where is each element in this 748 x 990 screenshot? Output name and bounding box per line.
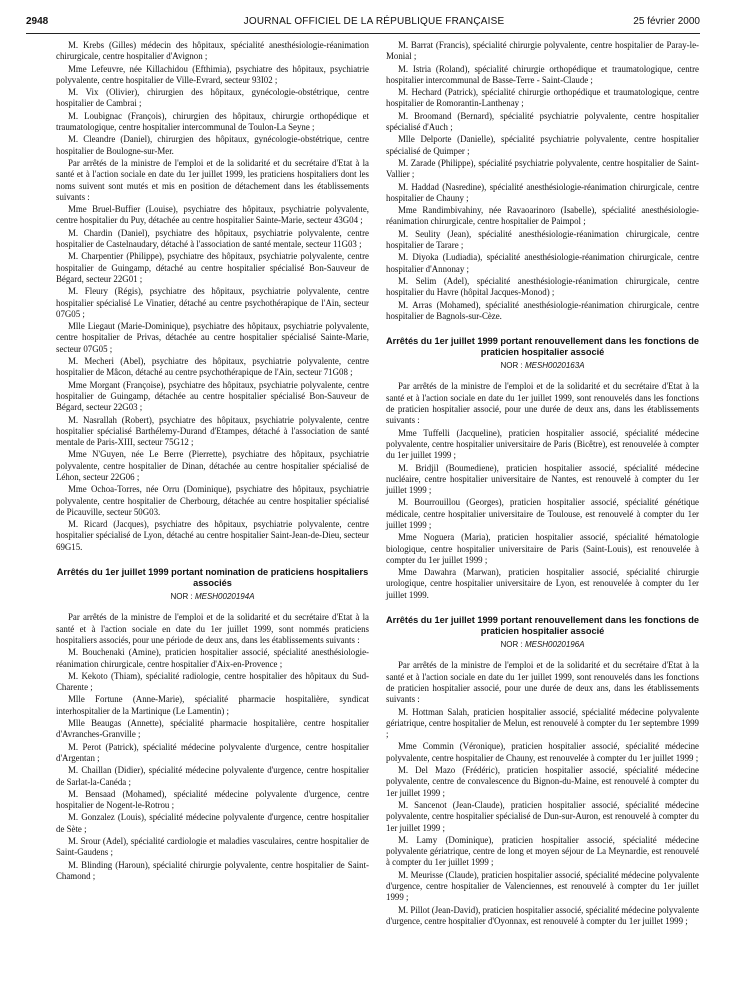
paragraph: Mlle Fortune (Anne-Marie), spécialité pharmacie hospitalière, syndicat interhospitalier de la Martinique (Le Lamentin) ; bbox=[56, 694, 369, 716]
paragraph: M. Haddad (Nasredine), spécialité anesthésiologie-réanimation chirurgicale, centre hospitalier de Chauny ; bbox=[386, 181, 699, 203]
paragraph: M. Diyoka (Ludiadia), spécialité anesthésiologie-réanimation chirurgicale, centre hospitalier d'Annonay ; bbox=[386, 252, 699, 274]
paragraph: Mme Lefeuvre, née Killachidou (Efthimia), psychiatre des hôpitaux, psychiatrie polyvalente, centre hospitalier de Ville-Evrard, secteur 93I02 ; bbox=[56, 63, 369, 85]
page-header bbox=[0, 0, 748, 44]
paragraph: M. Hottman Salah, praticien hospitalier associé, spécialité médecine polyvalente gériatrique, centre hospitalier de Melun, est renouvelé à compter du 1er septembre 1999 ; bbox=[386, 706, 699, 740]
section-title-renewal-1: Arrêtés du 1er juillet 1999 portant renouvellement dans les fonctions de praticien hospitalier associé bbox=[386, 336, 699, 358]
paragraph: M. Bridjil (Boumediene), praticien hospitalier associé, spécialité médecine nucléaire, centre hospitalier universitaire de Nantes, est renouvelé à compter du 1er juillet 1999 ; bbox=[386, 462, 699, 496]
paragraph: Par arrêtés de la ministre de l'emploi et de la solidarité et du secrétaire d'Etat à la santé et à l'action sociale en date du 1er juillet 1999, les praticiens hospitaliers dont les noms suivent sont mutés et mis en position de détachement dans les établissements suivants : bbox=[56, 157, 369, 202]
left-column bbox=[56, 40, 369, 883]
right-paragraphs-c bbox=[386, 660, 699, 927]
nor-code: MESH0020196A bbox=[524, 640, 585, 650]
paragraph: M. Lamy (Dominique), praticien hospitalier associé, spécialité médecine polyvalente gériatrique, centre de long et moyen séjour de La Meynardie, est renouvelé à compter du 1er juillet 1999 ; bbox=[386, 834, 699, 868]
paragraph: Mlle Delporte (Danielle), spécialité psychiatrie polyvalente, centre hospitalier spécialisé de Quimper ; bbox=[386, 134, 699, 156]
paragraph: M. Selim (Adel), spécialité anesthésiologie-réanimation chirurgicale, centre hospitalier du Havre (hôpital Jacques-Monod) ; bbox=[386, 275, 699, 298]
paragraph: Mme Morgant (Françoise), psychiatre des hôpitaux, psychiatrie polyvalente, centre hospitalier de Guingamp, détachée au centre hospitalier spécialisé Bon-Sauveur de Bégard, secteur 22G03 ; bbox=[56, 379, 369, 413]
right-paragraphs-a bbox=[386, 40, 699, 322]
paragraph: M. Perot (Patrick), spécialité médecine polyvalente d'urgence, centre hospitalier d'Argentan ; bbox=[56, 741, 369, 763]
paragraph: Par arrêtés de la ministre de l'emploi et de la solidarité et du secrétaire d'Etat à la santé et à l'action sociale en date du 1er juillet 1999, sont nommés praticiens hospitaliers associés, pour une période de deux ans, dans les établissements suivants : bbox=[56, 612, 369, 645]
nor-label: NOR : bbox=[500, 361, 523, 371]
paragraph: Mme Bruel-Buffier (Louise), psychiatre des hôpitaux, psychiatrie polyvalente, centre hospitalier du Puy, détachée au centre hospitalier Sainte-Marie, secteur 43G04 ; bbox=[56, 204, 369, 226]
paragraph: Mlle Liegaut (Marie-Dominique), psychiatre des hôpitaux, psychiatrie polyvalente, centre hospitalier de Privas, détachée au centre hospitalier spécialisé Sainte-Marie, secteur 07G05 ; bbox=[56, 321, 369, 354]
paragraph: M. Chaillan (Didier), spécialité médecine polyvalente d'urgence, centre hospitalier de Sarlat-la-Canéda ; bbox=[56, 765, 369, 787]
paragraph: M. Istria (Roland), spécialité chirurgie orthopédique et traumatologique, centre hospitalier intercommunal de Basse-Terre - Saint-Claude ; bbox=[386, 63, 699, 85]
paragraph: M. Krebs (Gilles) médecin des hôpitaux, spécialité anesthésiologie-réanimation chirurgicale, centre hospitalier d'Avignon ; bbox=[56, 40, 369, 62]
paragraph: M. Chardin (Daniel), psychiatre des hôpitaux, psychiatrie polyvalente, centre hospitalier de Castelnaudary, détaché à l'association de santé mentale, secteur 11G03 ; bbox=[56, 227, 369, 250]
left-paragraphs-a bbox=[56, 40, 369, 553]
paragraph: M. Zarade (Philippe), spécialité psychiatrie polyvalente, centre hospitalier de Saint-Vallier ; bbox=[386, 157, 699, 180]
header-rule bbox=[26, 33, 700, 34]
paragraph: M. Gonzalez (Louis), spécialité médecine polyvalente d'urgence, centre hospitalier de Sète ; bbox=[56, 812, 369, 834]
issue-date: 25 février 2000 bbox=[633, 16, 700, 27]
paragraph: M. Charpentier (Philippe), psychiatre des hôpitaux, psychiatrie polyvalente, centre hospitalier de Guingamp, détaché au centre hospitalier spécialisé Bon-Sauveur de Bégard, secteur 22G01 ; bbox=[56, 251, 369, 284]
section-title-renewal-2: Arrêtés du 1er juillet 1999 portant renouvellement dans les fonctions de praticien hospitalier associé bbox=[386, 615, 699, 637]
nor-label: NOR : bbox=[170, 592, 193, 602]
paragraph: M. Broomand (Bernard), spécialité psychiatrie polyvalente, centre hospitalier spécialisé d'Auch ; bbox=[386, 110, 699, 133]
paragraph: M. Mecheri (Abel), psychiatre des hôpitaux, psychiatrie polyvalente, centre hospitalier de Mâcon, détaché au centre psychothérapique de l'Ain, secteur 71G08 ; bbox=[56, 356, 369, 378]
paragraph: Mme Randimbivahiny, née Ravaoarinoro (Isabelle), spécialité anesthésiologie-réanimation chirurgicale, centre hospitalier de Paimpol ; bbox=[386, 205, 699, 227]
paragraph: Mme N'Guyen, née Le Berre (Pierrette), psychiatre des hôpitaux, psychiatrie polyvalente, centre hospitalier de Dinan, détachée au centre hospitalier spécialisé de Léhon, secteur 22G06 ; bbox=[56, 449, 369, 482]
paragraph: M. Fleury (Régis), psychiatre des hôpitaux, psychiatrie polyvalente, centre hospitalier spécialisé Le Vinatier, détaché au centre psychothérapique de l'Ain, secteur 07G05 ; bbox=[56, 286, 369, 319]
right-paragraphs-b bbox=[386, 381, 699, 601]
paragraph: M. Bouchenaki (Amine), praticien hospitalier associé, spécialité anesthésiologie-réanimation chirurgicale, centre hospitalier d'Aix-en-Provence ; bbox=[56, 647, 369, 669]
paragraph: Mme Dawahra (Marwan), praticien hospitalier associé, spécialité chirurgie urologique, centre hospitalier universitaire de Lyon, est renouvelée à compter du 1er juillet 1999. bbox=[386, 567, 699, 600]
paragraph: M. Bourrouillou (Georges), praticien hospitalier associé, spécialité génétique médicale, centre hospitalier universitaire de Toulouse, est renouvelé à compter du 1er juillet 1999 ; bbox=[386, 497, 699, 530]
paragraph: Mme Noguera (Maria), praticien hospitalier associé, spécialité hématologie biologique, centre hospitalier universitaire de Paris (Saint-Louis), est renouvelée à compter du 1er juillet 1999 ; bbox=[386, 532, 699, 565]
paragraph: M. Barrat (Francis), spécialité chirurgie polyvalente, centre hospitalier de Paray-le-Monial ; bbox=[386, 40, 699, 62]
paragraph: M. Meurisse (Claude), praticien hospitalier associé, spécialité médecine polyvalente d'urgence, centre hospitalier de Valenciennes, est renouvelé à compter du 1er juillet 1999 ; bbox=[386, 869, 699, 903]
paragraph: M. Cleandre (Daniel), chirurgien des hôpitaux, gynécologie-obstétrique, centre hospitalier de Boulogne-sur-Mer. bbox=[56, 134, 369, 156]
paragraph: Par arrêtés de la ministre de l'emploi et de la solidarité et du secrétaire d'Etat à la santé et à l'action sociale en date du 1er juillet 1999, sont renouvelés dans les fonctions de praticien hospitalier associé, pour une durée de deux ans, dans les établissements suivants : bbox=[386, 660, 699, 705]
paragraph: Par arrêtés de la ministre de l'emploi et de la solidarité et du secrétaire d'Etat à la santé et à l'action sociale en date du 1er juillet 1999, sont renouvelés dans les fonctions de praticien hospitalier associé, pour une durée de deux ans, dans les établissements suivants : bbox=[386, 381, 699, 426]
paragraph: M. Del Mazo (Frédéric), praticien hospitalier associé, spécialité médecine polyvalente, centre de convalescence du Bignon-du-Maine, est renouvelé à compter du 1er juillet 1999 ; bbox=[386, 765, 699, 798]
paragraph: Mlle Beaugas (Annette), spécialité pharmacie hospitalière, centre hospitalier d'Avranches-Granville ; bbox=[56, 718, 369, 740]
nor-code: MESH0020163A bbox=[524, 361, 585, 371]
paragraph: M. Bensaad (Mohamed), spécialité médecine polyvalente d'urgence, centre hospitalier de Nogent-le-Rotrou ; bbox=[56, 788, 369, 811]
paragraph: M. Arras (Mohamed), spécialité anesthésiologie-réanimation chirurgicale, centre hospitalier de Bagnols-sur-Cèze. bbox=[386, 299, 699, 321]
paragraph: M. Hechard (Patrick), spécialité chirurgie orthopédique et traumatologique, centre hospitalier de Romorantin-Lanthenay ; bbox=[386, 87, 699, 109]
nor-reference bbox=[386, 639, 699, 650]
paragraph: M. Sancenot (Jean-Claude), praticien hospitalier associé, spécialité médecine polyvalente, centre hospitalier spécialisé de Dun-sur-Auron, est renouvelé à compter du 1er juillet 1999 ; bbox=[386, 799, 699, 833]
paragraph: Mme Tuffelli (Jacqueline), praticien hospitalier associé, spécialité médecine polyvalente, centre hospitalier universitaire de Paris (Bicêtre), est renouvelée à compter du 1er juillet 1999 ; bbox=[386, 427, 699, 461]
paragraph: M. Seulity (Jean), spécialité anesthésiologie-réanimation chirurgicale, centre hospitalier de Tarare ; bbox=[386, 228, 699, 251]
paragraph: Mme Ochoa-Torres, née Orru (Dominique), psychiatre des hôpitaux, psychiatrie polyvalente, centre hospitalier de Cherbourg, détachée au centre hospitalier spécialisé de Picauville, secteur 50G03. bbox=[56, 484, 369, 517]
left-paragraphs-b bbox=[56, 612, 369, 882]
paragraph: M. Vix (Olivier), chirurgien des hôpitaux, gynécologie-obstétrique, centre hospitalier de Cambrai ; bbox=[56, 87, 369, 109]
nor-reference bbox=[386, 360, 699, 371]
right-column bbox=[386, 40, 699, 928]
nor-reference bbox=[56, 591, 369, 602]
paragraph: M. Kekoto (Thiam), spécialité radiologie, centre hospitalier des hôpitaux du Sud-Charente ; bbox=[56, 670, 369, 693]
paragraph: M. Pillot (Jean-David), praticien hospitalier associé, spécialité médecine polyvalente d'urgence, centre hospitalier d'Oyonnax, est renouvelé à compter du 1er juillet 1999 ; bbox=[386, 904, 699, 926]
paragraph: Mme Commin (Véronique), praticien hospitalier associé, spécialité médecine polyvalente, centre hospitalier de Chauny, est renouvelée à compter du 1er juillet 1999 ; bbox=[386, 741, 699, 763]
page-number: 2948 bbox=[26, 16, 49, 27]
paragraph: M. Srour (Adel), spécialité cardiologie et maladies vasculaires, centre hospitalier de Saint-Gaudens ; bbox=[56, 836, 369, 858]
paragraph: M. Nasrallah (Robert), psychiatre des hôpitaux, psychiatrie polyvalente, centre hospitalier spécialisé Barthélemy-Durand d'Etampes, détaché à l'association de santé mentale de Paris-XIII, secteur 75G12 ; bbox=[56, 414, 369, 448]
journal-title: JOURNAL OFFICIEL DE LA RÉPUBLIQUE FRANÇAISE bbox=[243, 16, 505, 27]
section-title-nomination: Arrêtés du 1er juillet 1999 portant nomination de praticiens hospitaliers associés bbox=[56, 567, 369, 589]
paragraph: M. Loubignac (François), chirurgien des hôpitaux, chirurgie orthopédique et traumatologique, centre hospitalier intercommunal de Toulon-La Seyne ; bbox=[56, 110, 369, 133]
paragraph: M. Blinding (Haroun), spécialité chirurgie polyvalente, centre hospitalier de Saint-Chamond ; bbox=[56, 859, 369, 881]
nor-code: MESH0020194A bbox=[194, 592, 255, 602]
paragraph: M. Ricard (Jacques), psychiatre des hôpitaux, psychiatrie polyvalente, centre hospitalier spécialisé de Lyon, détaché au centre hospitalier Saint-Jean-de-Dieu, secteur 69G15. bbox=[56, 519, 369, 552]
nor-label: NOR : bbox=[500, 640, 523, 650]
